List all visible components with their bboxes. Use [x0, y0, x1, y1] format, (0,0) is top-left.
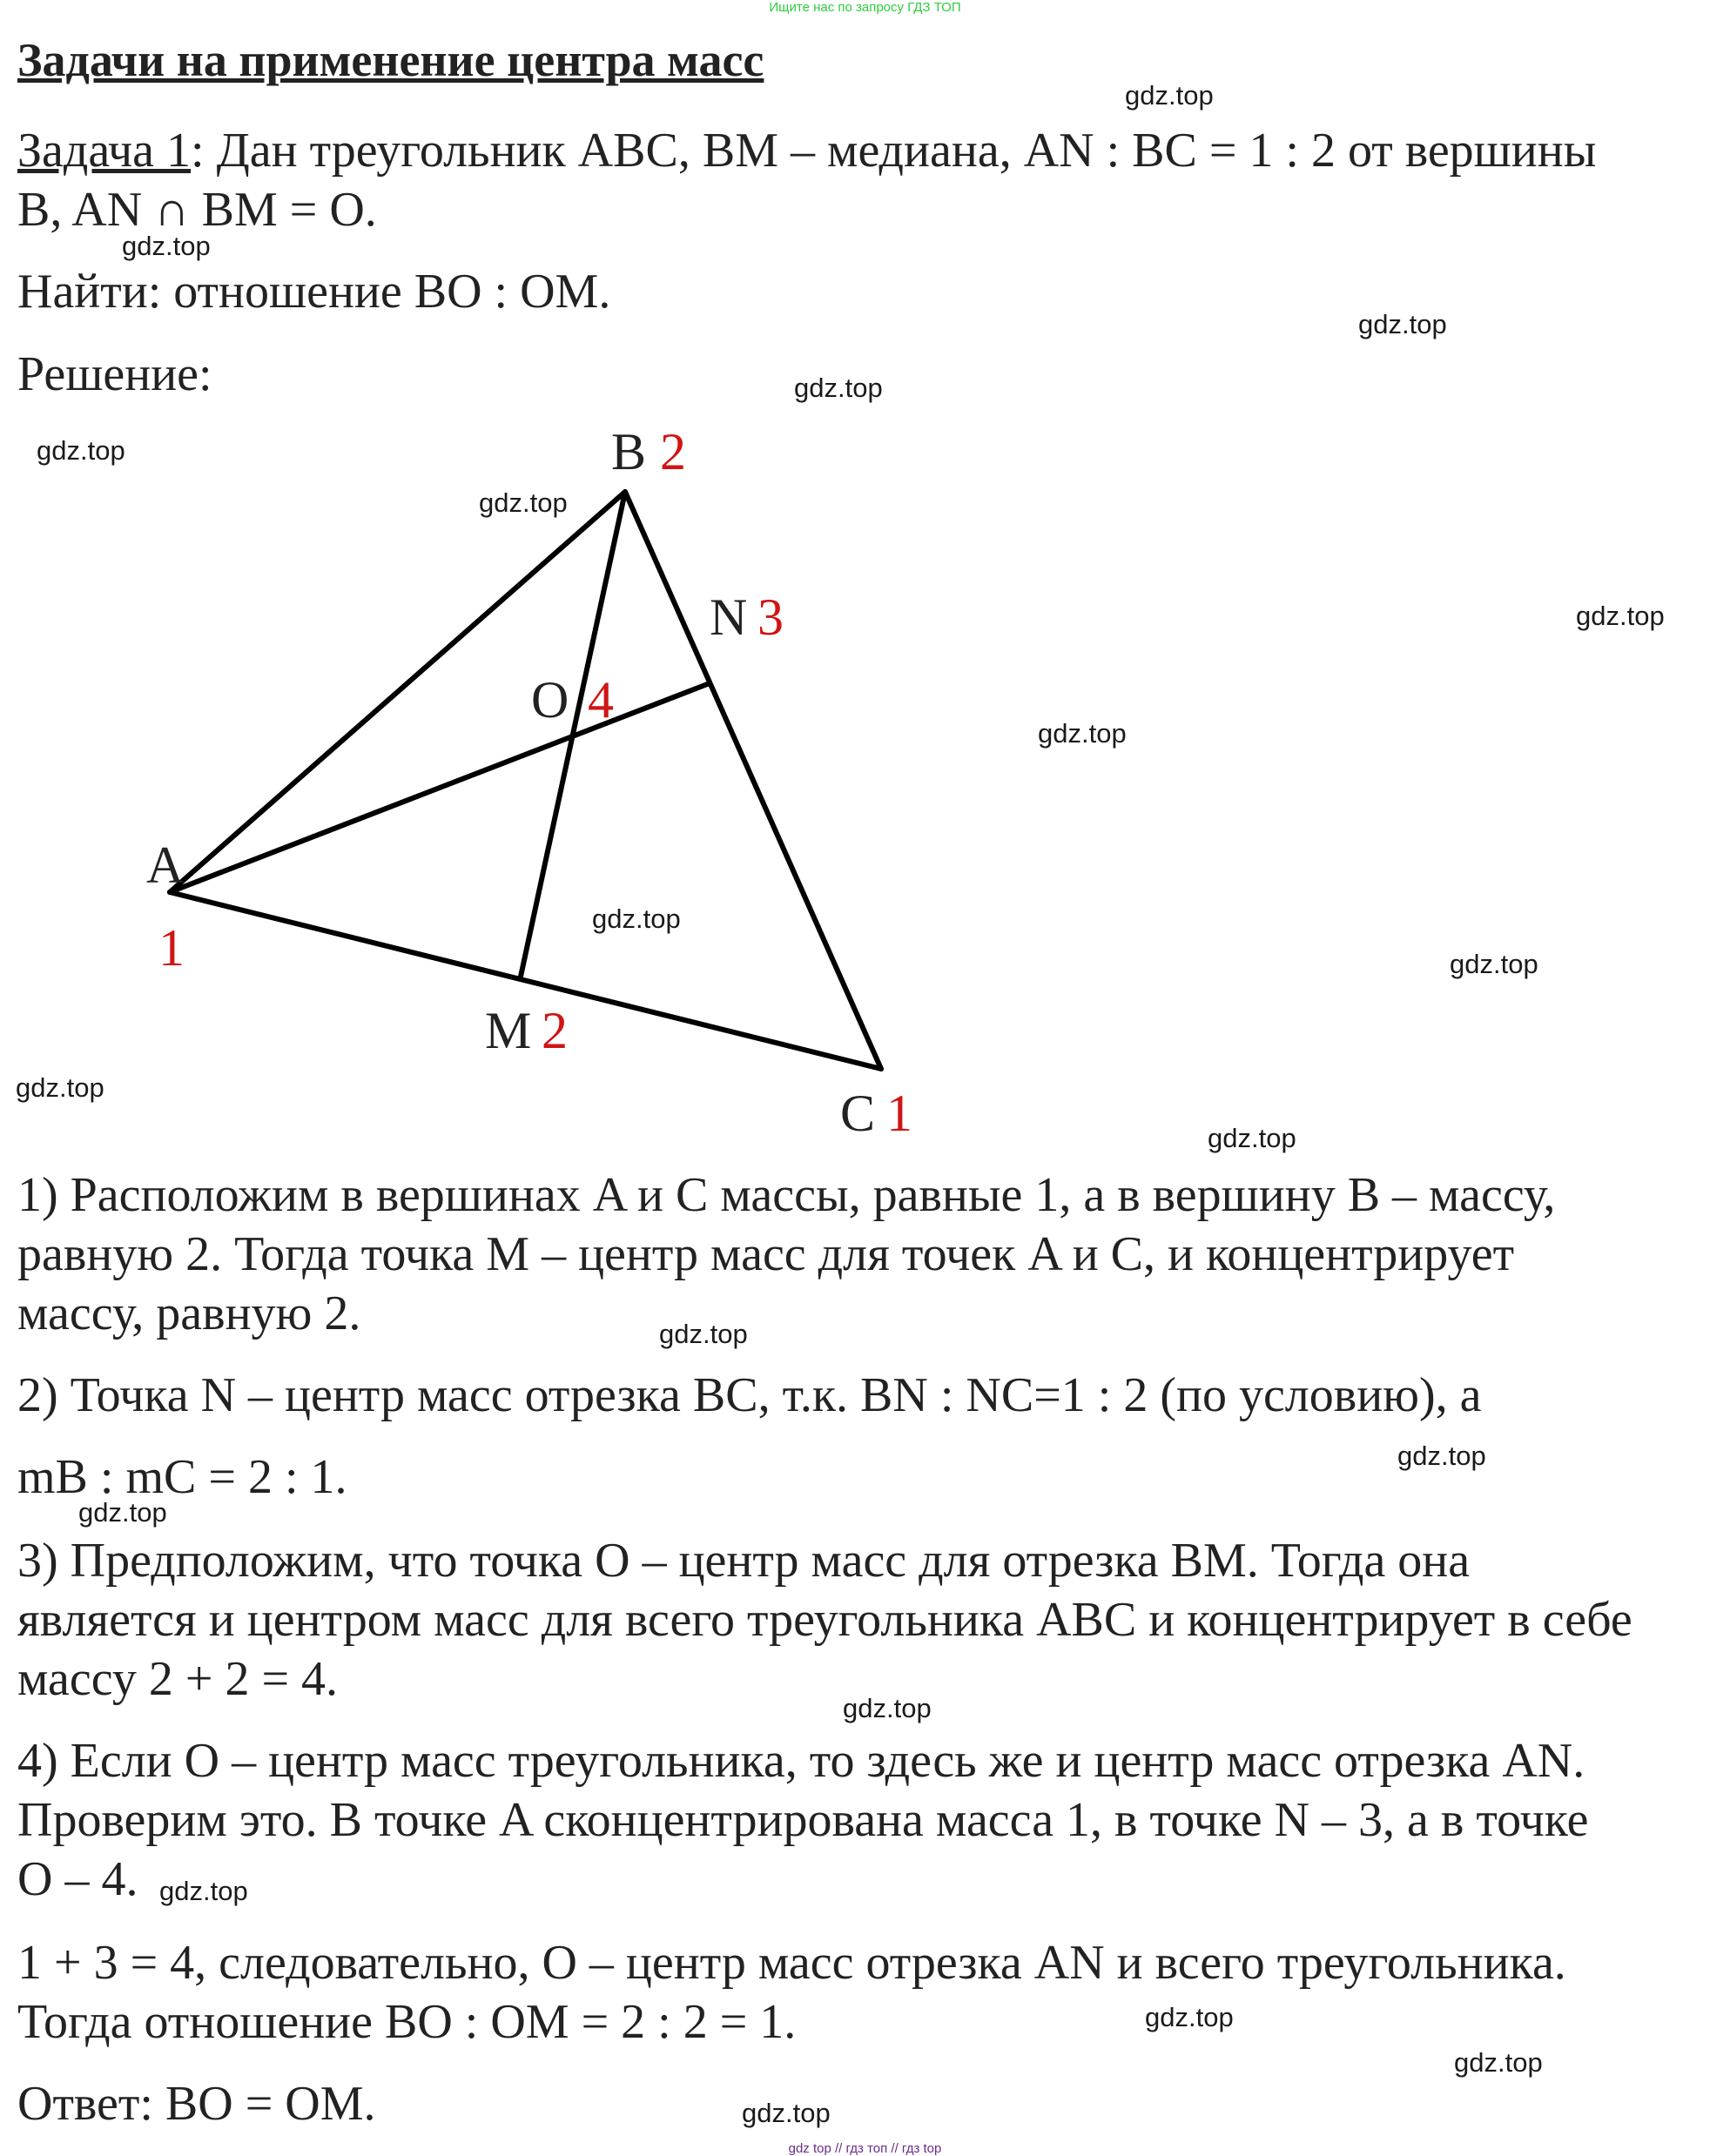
watermark: gdz.top [794, 373, 883, 403]
solution-heading: Решение: [17, 347, 212, 401]
watermark: gdz.top [1576, 601, 1665, 631]
step-4-line-3: O – 4. [17, 1852, 138, 1906]
footer: gdz top // гдз топ // гдз top [788, 2141, 942, 2156]
watermark: gdz.top [159, 1876, 248, 1906]
side-BC [625, 492, 881, 1069]
mass-N: 3 [757, 588, 784, 646]
step-2-line-2: mB : mC = 2 : 1. [17, 1450, 347, 1504]
watermark: gdz.top [1208, 1123, 1296, 1153]
step-1-line-3: массу, равную 2. [17, 1286, 361, 1340]
label-A: A [146, 836, 185, 894]
mass-O: 4 [588, 671, 614, 729]
mass-C: 1 [886, 1085, 912, 1142]
problem-label: Задача 1 [17, 124, 192, 178]
watermark: gdz.top [16, 1072, 104, 1103]
watermark: gdz.top [479, 487, 568, 518]
step-4-line-1: 4) Если O – центр масс треугольника, то здесь же и центр масс отрезка AN. [17, 1734, 1585, 1788]
mass-B: 2 [660, 423, 686, 480]
step-3-line-2: является и центром масс для всего треугольника ABC и концентрирует в себе [17, 1593, 1632, 1647]
watermark: gdz.top [659, 1319, 748, 1349]
watermark: gdz.top [592, 903, 681, 934]
label-M: M [485, 1002, 532, 1059]
step-5-line-2: Тогда отношение BO : OM = 2 : 2 = 1. [17, 1995, 797, 2049]
label-C: C [840, 1085, 876, 1142]
watermark: gdz.top [1450, 949, 1538, 979]
mass-M: 2 [542, 1002, 568, 1059]
step-3-line-1: 3) Предположим, что точка O – центр масс для отрезка BM. Тогда она [17, 1534, 1471, 1588]
top-banner: Ищите нас по запросу ГДЗ ТОП [769, 0, 961, 15]
watermark: gdz.top [78, 1497, 167, 1528]
page-title: Задачи на применение центра масс [17, 34, 764, 86]
watermark: gdz.top [1125, 80, 1214, 111]
problem-find: Найти: отношение BO : OM. [17, 265, 611, 319]
problem-text: : Дан треугольник ABC, BM – медиана, AN : BC = 1 : 2 от вершины [191, 124, 1597, 178]
watermark: gdz.top [37, 435, 125, 466]
step-4-line-2: Проверим это. В точке A сконцентрирована масса 1, в точке N – 3, а в точке [17, 1793, 1589, 1847]
watermark: gdz.top [1145, 2002, 1234, 2032]
label-O: O [531, 671, 569, 729]
watermark: gdz.top [122, 231, 211, 261]
answer: Ответ: BO = OM. [17, 2077, 376, 2131]
step-5-line-1: 1 + 3 = 4, следовательно, O – центр масс отрезка AN и всего треугольника. [17, 1936, 1566, 1990]
label-N: N [710, 588, 748, 646]
problem-line-2: B, AN ∩ BM = O. [17, 183, 377, 237]
step-1-line-1: 1) Расположим в вершинах A и C массы, равные 1, а в вершину B – массу, [17, 1168, 1556, 1222]
watermark: gdz.top [1397, 1441, 1486, 1471]
watermark: gdz.top [742, 2098, 831, 2128]
label-B: B [611, 423, 647, 480]
segment-AN [170, 683, 710, 892]
watermark: gdz.top [843, 1693, 932, 1723]
step-3-line-3: массу 2 + 2 = 4. [17, 1652, 339, 1706]
watermark: gdz.top [1038, 718, 1127, 749]
mass-A: 1 [158, 919, 185, 977]
watermark: gdz.top [1454, 2047, 1543, 2078]
step-2-line-1: 2) Точка N – центр масс отрезка BC, т.к. BN : NC=1 : 2 (по условию), а [17, 1368, 1482, 1422]
watermark: gdz.top [1358, 309, 1447, 339]
step-1-line-2: равную 2. Тогда точка M – центр масс для точек A и C, и концентрирует [17, 1227, 1515, 1281]
